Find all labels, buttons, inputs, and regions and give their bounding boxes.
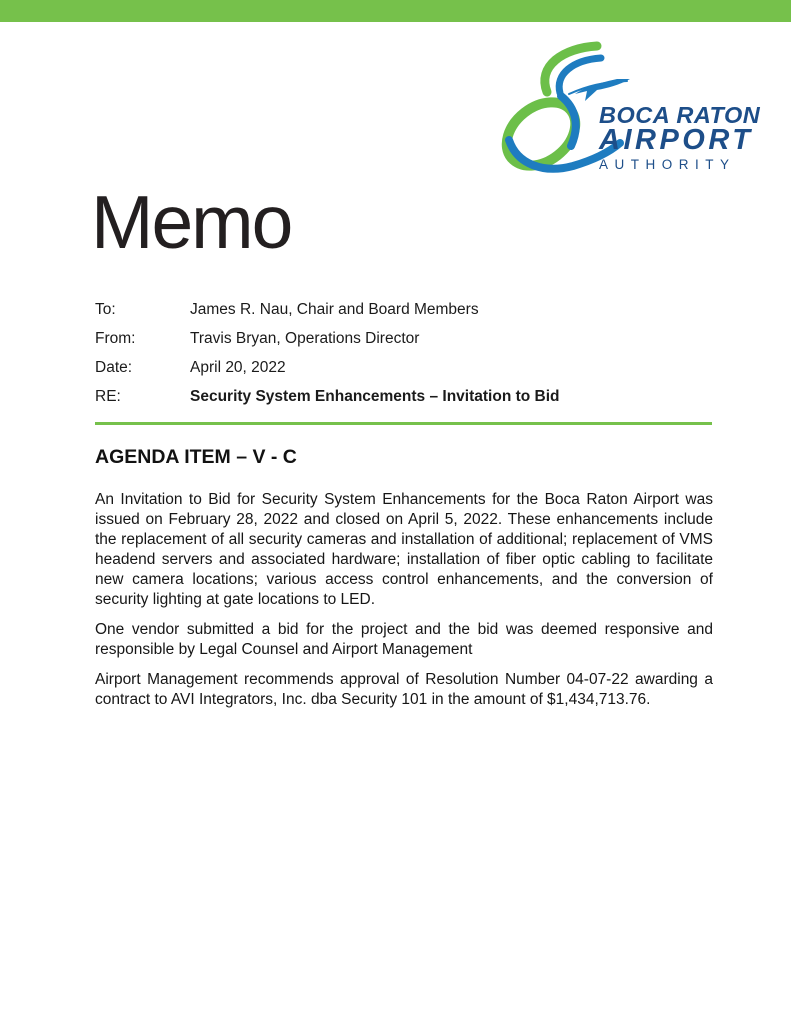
plane-icon — [575, 79, 630, 101]
field-label-re: RE: — [95, 388, 121, 405]
logo-wordmark — [599, 102, 761, 172]
field-value-date: April 20, 2022 — [190, 359, 286, 376]
memo-title: Memo — [91, 180, 292, 264]
field-row-re — [95, 389, 715, 405]
field-value-to: James R. Nau, Chair and Board Members — [190, 301, 479, 318]
body-paragraph-3: Airport Management recommends approval of Resolution Number 04-07-22 awarding a contract to AVI Integrators, Inc. dba Security 101 in the amount of $1,434,713.76. — [95, 671, 713, 708]
logo-line-authority: AUTHORITY — [599, 157, 736, 172]
field-row-date — [95, 360, 715, 376]
field-value-re: Security System Enhancements – Invitation to Bid — [190, 388, 560, 405]
field-row-from — [95, 331, 715, 347]
logo-line-boca-raton: BOCA RATON — [599, 102, 761, 128]
agenda-item-heading: AGENDA ITEM – V - C — [95, 446, 297, 468]
field-label-to: To: — [95, 301, 116, 318]
field-value-from: Travis Bryan, Operations Director — [190, 330, 420, 347]
body-paragraph-2: One vendor submitted a bid for the project and the bid was deemed responsive and responsible by Legal Counsel and Airport Management — [95, 621, 713, 658]
top-accent-bar — [0, 0, 791, 22]
memo-header-fields — [95, 302, 715, 418]
field-row-to — [95, 302, 715, 318]
field-label-date: Date: — [95, 359, 133, 376]
body-paragraph-1: An Invitation to Bid for Security System Enhancements for the Boca Raton Airport was issued on February 28, 2022 and closed on April 5, 2022. These enhancements include the replacement of all security cameras and installation of additional; replacement of VMS headend servers and associated hardware; installation of fiber optic cabling to facilitate new camera locations; various access control enhancements, and the conversion of security lighting at gate locations to LED. — [95, 491, 713, 608]
section-divider — [95, 422, 712, 425]
field-label-from: From: — [95, 330, 136, 347]
memo-body — [95, 490, 713, 720]
boca-raton-airport-authority-logo — [497, 38, 759, 186]
logo-line-airport: AIRPORT — [599, 124, 754, 156]
